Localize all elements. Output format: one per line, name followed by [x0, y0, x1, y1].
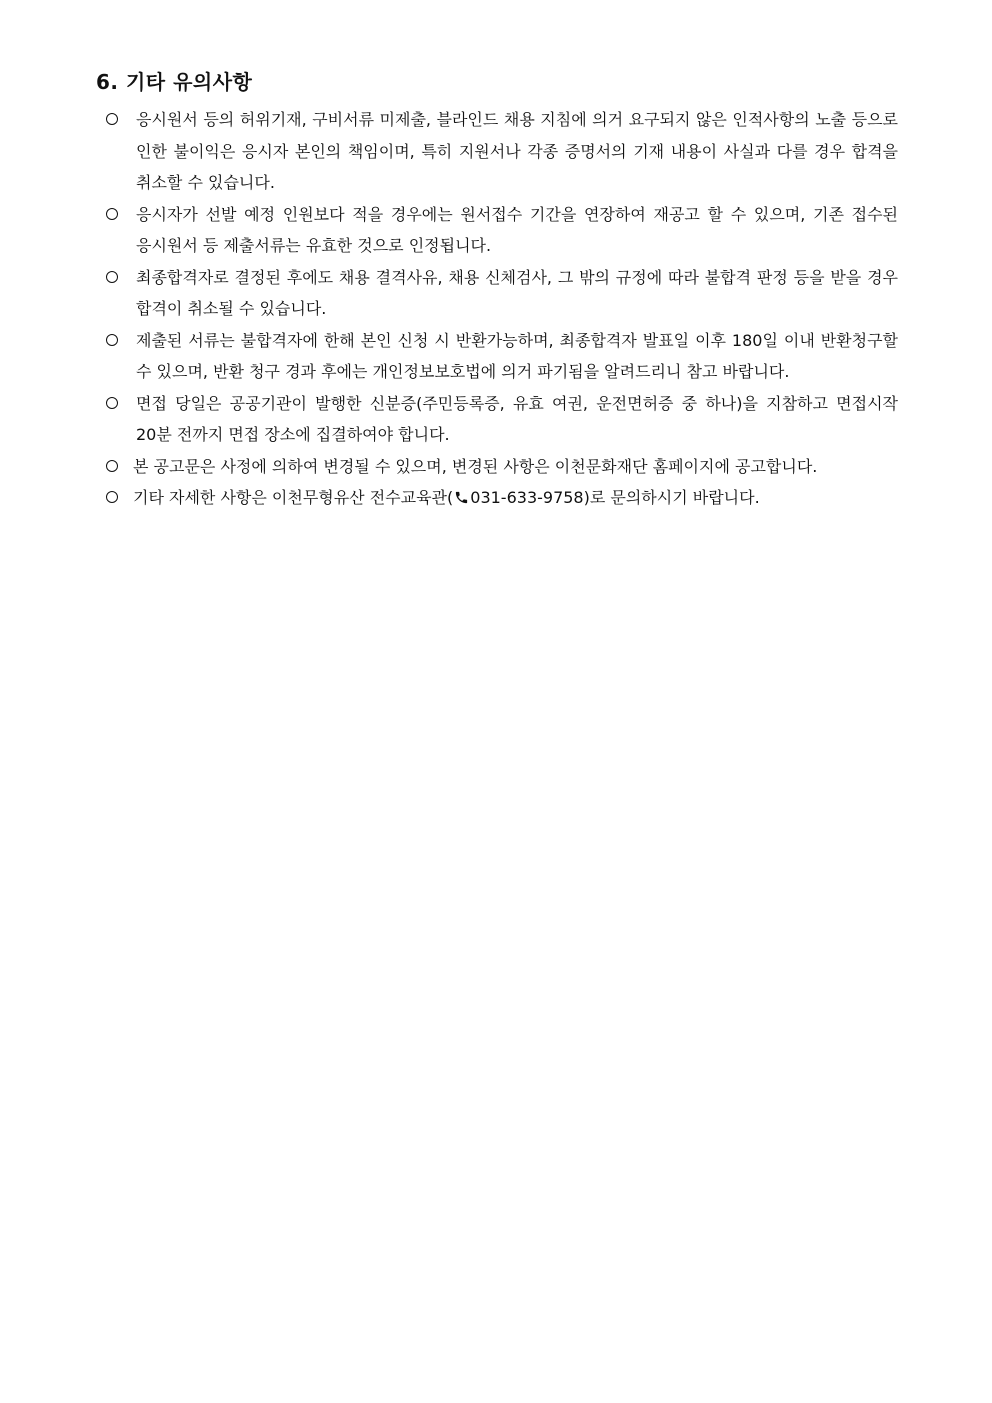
notice-item-3 — [106, 262, 898, 325]
circle-bullet-icon — [106, 397, 118, 409]
notice-item-5 — [106, 388, 898, 451]
notice-text: 응시원서 등의 허위기재, 구비서류 미제출, 블라인드 채용 지침에 의거 요구되지 않은 인적사항의 노출 등으로 인한 불이익은 응시자 본인의 책임이며, 특히 지원서나 각종 증명서의 기재 내용이 사실과 다를 경우 합격을 취소할 수 있습니다. — [136, 110, 898, 192]
section-title: 6. 기타 유의사항 — [96, 70, 253, 94]
notice-item-4 — [106, 325, 898, 388]
notice-item-contact — [106, 482, 898, 514]
notice-text: 면접 당일은 공공기관이 발행한 신분증(주민등록증, 유효 여권, 운전면허증 중 하나)을 지참하고 면접시작 20분 전까지 면접 장소에 집결하여야 합니다. — [136, 393, 898, 444]
contact-suffix: )로 문의하시기 바랍니다. — [583, 488, 760, 507]
notice-item-2 — [106, 199, 898, 262]
notice-text: 응시자가 선발 예정 인원보다 적을 경우에는 원서접수 기간을 연장하여 재공고 할 수 있으며, 기존 접수된 응시원서 등 제출서류는 유효한 것으로 인정됩니다. — [136, 204, 898, 255]
circle-bullet-icon — [106, 334, 118, 346]
notice-text: 제출된 서류는 불합격자에 한해 본인 신청 시 반환가능하며, 최종합격자 발표일 이후 180일 이내 반환청구할 수 있으며, 반환 청구 경과 후에는 개인정보보호법에 의거 파기됨을 알려드리니 참고 바랍니다. — [136, 330, 898, 381]
contact-prefix: 기타 자세한 사항은 이천무형유산 전수교육관( — [133, 488, 454, 507]
circle-bullet-icon — [106, 208, 118, 220]
circle-bullet-icon — [106, 113, 118, 125]
circle-bullet-icon — [106, 271, 118, 283]
phone-icon — [454, 490, 469, 505]
circle-bullet-icon — [106, 491, 118, 503]
notice-item-1 — [106, 104, 898, 199]
notice-text: 최종합격자로 결정된 후에도 채용 결격사유, 채용 신체검사, 그 밖의 규정에 따라 불합격 판정 등을 받을 경우 합격이 취소될 수 있습니다. — [136, 267, 898, 318]
circle-bullet-icon — [106, 460, 118, 472]
notice-list — [106, 104, 898, 514]
notice-text: 본 공고문은 사정에 의하여 변경될 수 있으며, 변경된 사항은 이천문화재단 홈페이지에 공고합니다. — [133, 456, 818, 476]
notice-item-6 — [106, 451, 898, 483]
contact-phone: 031-633-9758 — [470, 488, 584, 507]
